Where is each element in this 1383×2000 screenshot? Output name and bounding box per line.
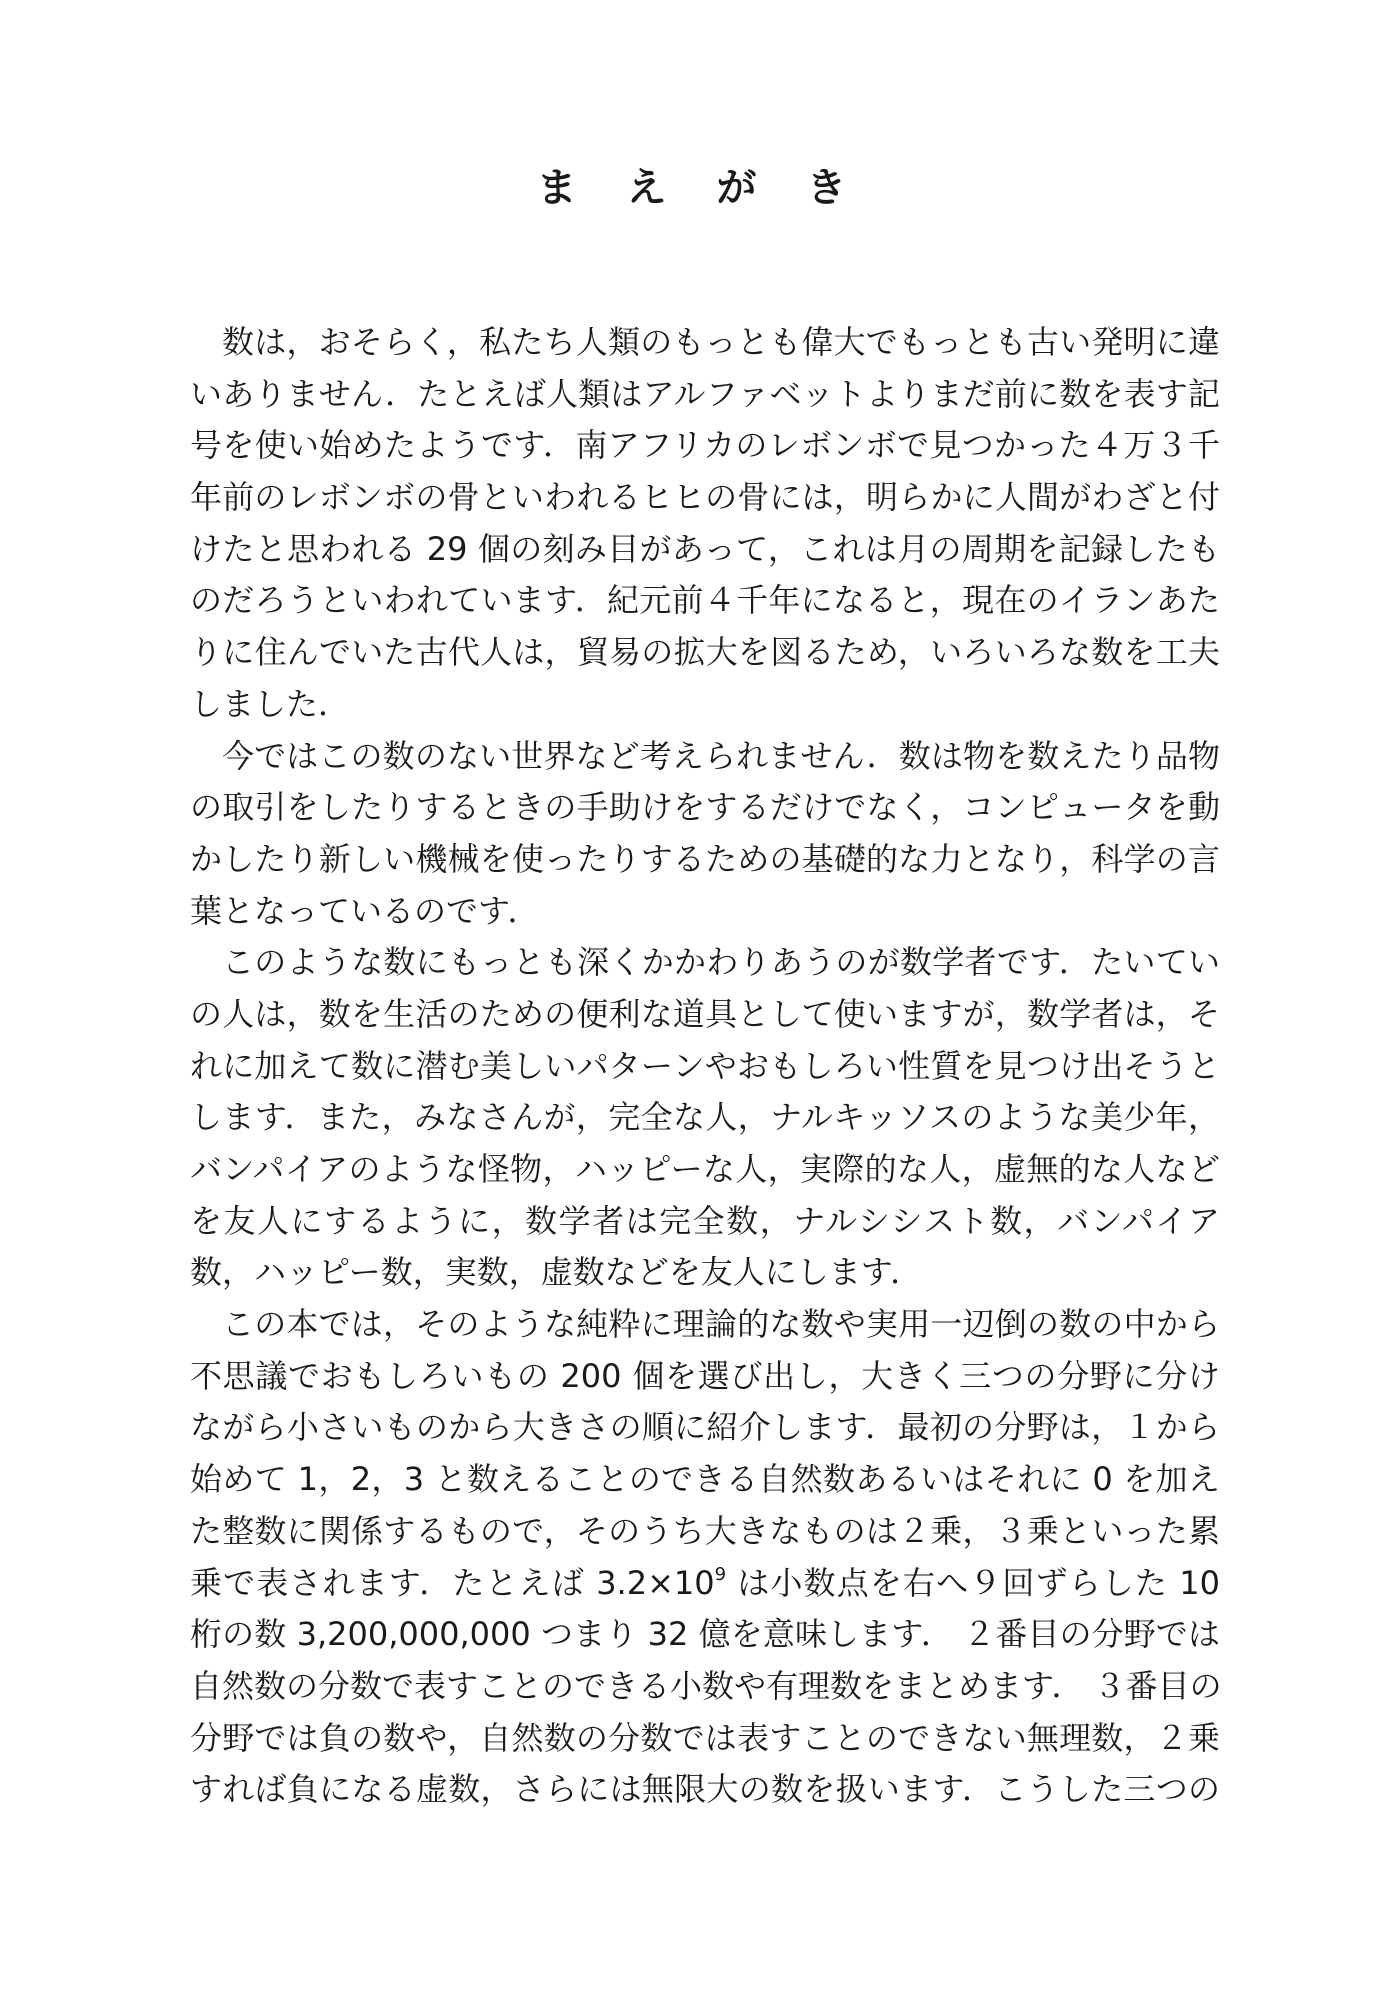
- text-line: 不思議でおもしろいもの 200 個を選び出し，大きく三つの分野に分け: [190, 1356, 1220, 1395]
- text-segment: は小数点を右へ９回ずらした 10: [726, 1563, 1220, 1602]
- text-line: この本では，そのような純粋に理論的な数や実用一辺倒の数の中から: [222, 1305, 1220, 1344]
- text-line: すれば負になる虚数，さらには無限大の数を扱います．こうした三つの: [190, 1770, 1220, 1809]
- text-line: 号を使い始めたようです．南アフリカのレボンボで見つかった４万３千: [190, 426, 1220, 465]
- text-line: 桁の数 3,200,000,000 つまり 32 億を意味します． ２番目の分野では: [190, 1615, 1220, 1654]
- exponent: 9: [714, 1563, 727, 1585]
- text-line: 分野では負の数や，自然数の分数では表すことのできない無理数，２乗: [190, 1718, 1220, 1757]
- text-line-with-exponent: [190, 1558, 1220, 1610]
- text-segment: 乗で表されます．たとえば 3.2×10: [190, 1563, 715, 1602]
- text-line: けたと思われる 29 個の刻み目があって，これは月の周期を記録したも: [190, 529, 1220, 568]
- text-line: を友人にするように，数学者は完全数，ナルシシスト数，バンパイア: [190, 1201, 1220, 1240]
- text-line: いありません．たとえば人類はアルファベットよりまだ前に数を表す記: [190, 374, 1220, 413]
- text-line: の取引をしたりするときの手助けをするだけでなく，コンピュータを動: [190, 788, 1220, 827]
- text-line: します．また，みなさんが，完全な人，ナルキッソスのような美少年，: [190, 1098, 1220, 1137]
- text-line: 数，ハッピー数，実数，虚数などを友人にします．: [190, 1253, 923, 1292]
- body-text: [190, 317, 1220, 1816]
- text-line: 今ではこの数のない世界など考えられません．数は物を数えたり品物: [222, 736, 1220, 775]
- text-line: のだろうといわれています．紀元前４千年になると，現在のイランあた: [190, 581, 1220, 620]
- text-line: 始めて 1，2，3 と数えることのできる自然数あるいはそれに 0 を加え: [190, 1460, 1220, 1499]
- text-line: 葉となっているのです．: [190, 891, 540, 930]
- text-line: た整数に関係するもので，そのうち大きなものは２乗，３乗といった累: [190, 1511, 1220, 1550]
- text-line: 数は，おそらく，私たち人類のもっとも偉大でもっとも古い発明に違: [222, 323, 1220, 361]
- page-title: ま え が き: [536, 165, 865, 211]
- text-line: このような数にもっとも深くかかわりあうのが数学者です．たいてい: [222, 943, 1220, 982]
- text-line: しました．: [190, 684, 351, 723]
- text-line: ながら小さいものから大きさの順に紹介します．最初の分野は，１から: [190, 1408, 1220, 1447]
- text-line: りに住んでいた古代人は，貿易の拡大を図るため，いろいろな数を工夫: [190, 633, 1220, 672]
- text-line: 自然数の分数で表すことのできる小数や有理数をまとめます． ３番目の: [190, 1666, 1222, 1705]
- text-line: れに加えて数に潜む美しいパターンやおもしろい性質を見つけ出そうと: [190, 1046, 1220, 1085]
- text-line: バンパイアのような怪物，ハッピーな人，実際的な人，虚無的な人など: [190, 1150, 1220, 1188]
- text-line: 年前のレボンボの骨といわれるヒヒの骨には，明らかに人間がわざと付: [190, 478, 1220, 517]
- text-line: かしたり新しい機械を使ったりするための基礎的な力となり，科学の言: [190, 839, 1220, 878]
- text-line: の人は，数を生活のための便利な道具として使いますが，数学者は，そ: [190, 994, 1220, 1033]
